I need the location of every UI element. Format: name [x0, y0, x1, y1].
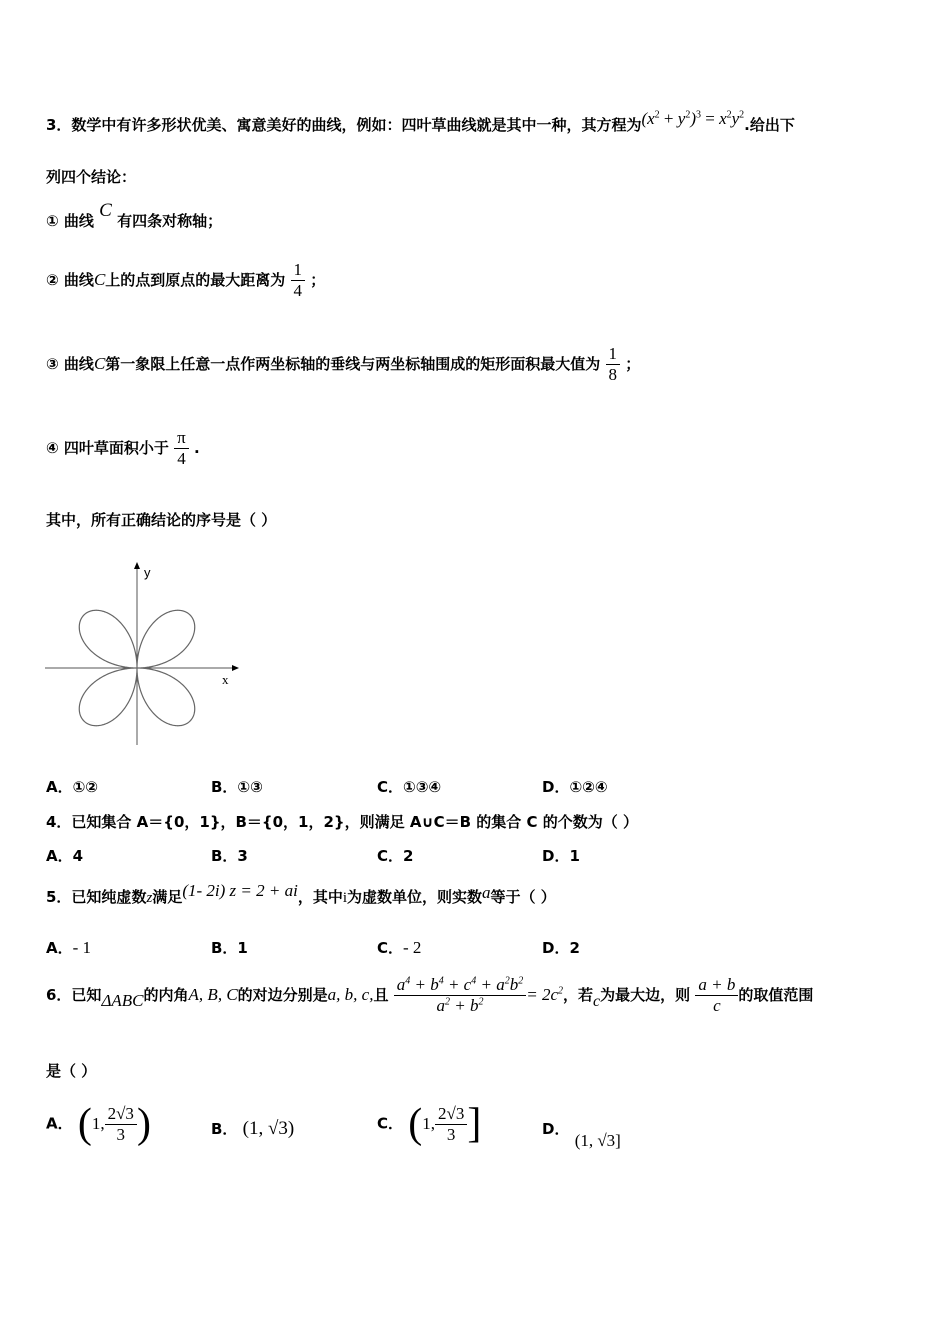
q3-stem-line2: 列四个结论： [46, 168, 137, 186]
statement-1 [46, 200, 223, 232]
q4-option-b[interactable]: B．3 [211, 847, 248, 865]
q5-text-5: 等于（ ） [490, 888, 556, 906]
q3-ask: 其中，所有正确结论的序号是（ ） [46, 511, 277, 529]
q4-option-c[interactable]: C．2 [377, 847, 414, 865]
y-axis-label: y [144, 565, 151, 580]
var-a: a [482, 883, 491, 902]
s1-text: ① 曲线 [46, 212, 94, 230]
sides-abc: a, b, c, [327, 985, 374, 1004]
q3-option-d[interactable]: D．①②④ [542, 778, 608, 796]
q6-option-d[interactable]: D． (1, √3] [542, 1120, 621, 1150]
q5-text: 5．已知纯虚数 [46, 888, 147, 906]
var-z: z [146, 890, 153, 906]
q6-option-b[interactable]: B． (1, √3) [211, 1118, 295, 1139]
q5-stem [46, 881, 556, 907]
q3-option-b[interactable]: B．①③ [211, 778, 263, 796]
curve-c: C [99, 200, 112, 221]
q6-text-7: 的取值范围 [738, 986, 814, 1004]
s3-text-end: ； [625, 355, 641, 373]
clover-equation: $(x^2 + y^2)^3 = x^2y^2$ [641, 109, 745, 128]
s4-text-end: . [194, 439, 200, 457]
statement-3 [46, 344, 640, 385]
q3-stem-line1 [46, 109, 795, 135]
q6-stem: 6．已知ΔABC的内角A, B, C的对边分别是a, b, c,且 $\frac{a^4 + b^4 + c^4 + a^2b^2}{a^2 + b^2}$ = $2c^2$，若c为最大边，则 $\frac{a + b}{c}$ 的取值范围 [46, 975, 814, 1015]
fraction-one-eighth: $\frac{1}{8}$ [606, 344, 621, 385]
clover-figure [40, 555, 250, 750]
fraction-pi-quarter: $\frac{\pi}{4}$ [174, 428, 189, 469]
x-axis-label: x [222, 672, 229, 687]
var-c: c [593, 993, 601, 1010]
s3-text: ③ 曲线 [46, 355, 94, 373]
q4-option-d[interactable]: D．1 [542, 847, 580, 865]
s3-text-mid: 第一象限上任意一点作两坐标轴的垂线与两坐标轴围成的矩形面积最大值为 [105, 355, 601, 373]
q5-text-2: 满足 [152, 888, 183, 906]
var-i: i [342, 890, 347, 906]
q5-text-4: 为虚数单位，则实数 [347, 888, 483, 906]
s2-text-mid: 上的点到原点的最大距离为 [105, 271, 286, 289]
q3-option-a[interactable]: A．①② [46, 778, 99, 796]
q6-option-a[interactable]: A． (1, $\frac{2√3}{3}$ ) [46, 1101, 151, 1147]
fraction-one-quarter: $\frac{1}{4}$ [291, 260, 306, 301]
angles-abc: A, B, C [188, 985, 238, 1004]
s1-text-end: 有四条对称轴； [117, 212, 223, 230]
q4-option-a[interactable]: A．4 [46, 847, 84, 865]
q5-option-b[interactable]: B．1 [211, 939, 248, 957]
q6-text: 6．已知 [46, 986, 102, 1004]
q6-text-6: 为最大边，则 [600, 986, 691, 1004]
q6-text-3: 的对边分别是 [237, 986, 328, 1004]
q5-option-d[interactable]: D．2 [542, 939, 580, 957]
q4-stem: 4．已知集合 A＝{0，1}，B＝{0，1，2}，则满足 A∪C＝B 的集合 C 的个数为（ ） [46, 813, 638, 831]
q6-text-5: ，若 [563, 986, 594, 1004]
statement-4 [46, 428, 200, 469]
fraction-condition: $\frac{a^4 + b^4 + c^4 + a^2b^2}{a^2 + b^2}$ [394, 975, 527, 1016]
q5-option-c[interactable]: C．- 2 [377, 938, 422, 957]
q3-stem-text-end: .给出下 [744, 116, 795, 134]
statement-2 [46, 260, 325, 301]
q6-text-2: 的内角 [143, 986, 189, 1004]
q3-option-c[interactable]: C．①③④ [377, 778, 442, 796]
q6-stem-line2: 是（ ） [46, 1062, 97, 1080]
q6-text-4: 且 [373, 986, 389, 1004]
q3-stem-text: 3．数学中有许多形状优美、寓意美好的曲线，例如：四叶草曲线就是其中一种，其方程为 [46, 116, 642, 134]
s2-text-end: ； [310, 271, 326, 289]
curve-c: C [93, 270, 106, 289]
q5-text-3: ，其中 [297, 888, 343, 906]
curve-c: C [93, 354, 106, 373]
s4-text: ④ 四叶草面积小于 [46, 439, 169, 457]
fraction-a-plus-b-over-c: $\frac{a + b}{c}$ [695, 975, 738, 1016]
q5-option-a[interactable]: A．- 1 [46, 938, 92, 957]
q6-option-c[interactable]: C． (1, $\frac{2√3}{3}$ ] [377, 1101, 482, 1147]
s2-text: ② 曲线 [46, 271, 94, 289]
triangle-abc: ΔABC [101, 991, 144, 1010]
equation-q5: (1- 2i) z = 2 + ai [182, 881, 298, 900]
